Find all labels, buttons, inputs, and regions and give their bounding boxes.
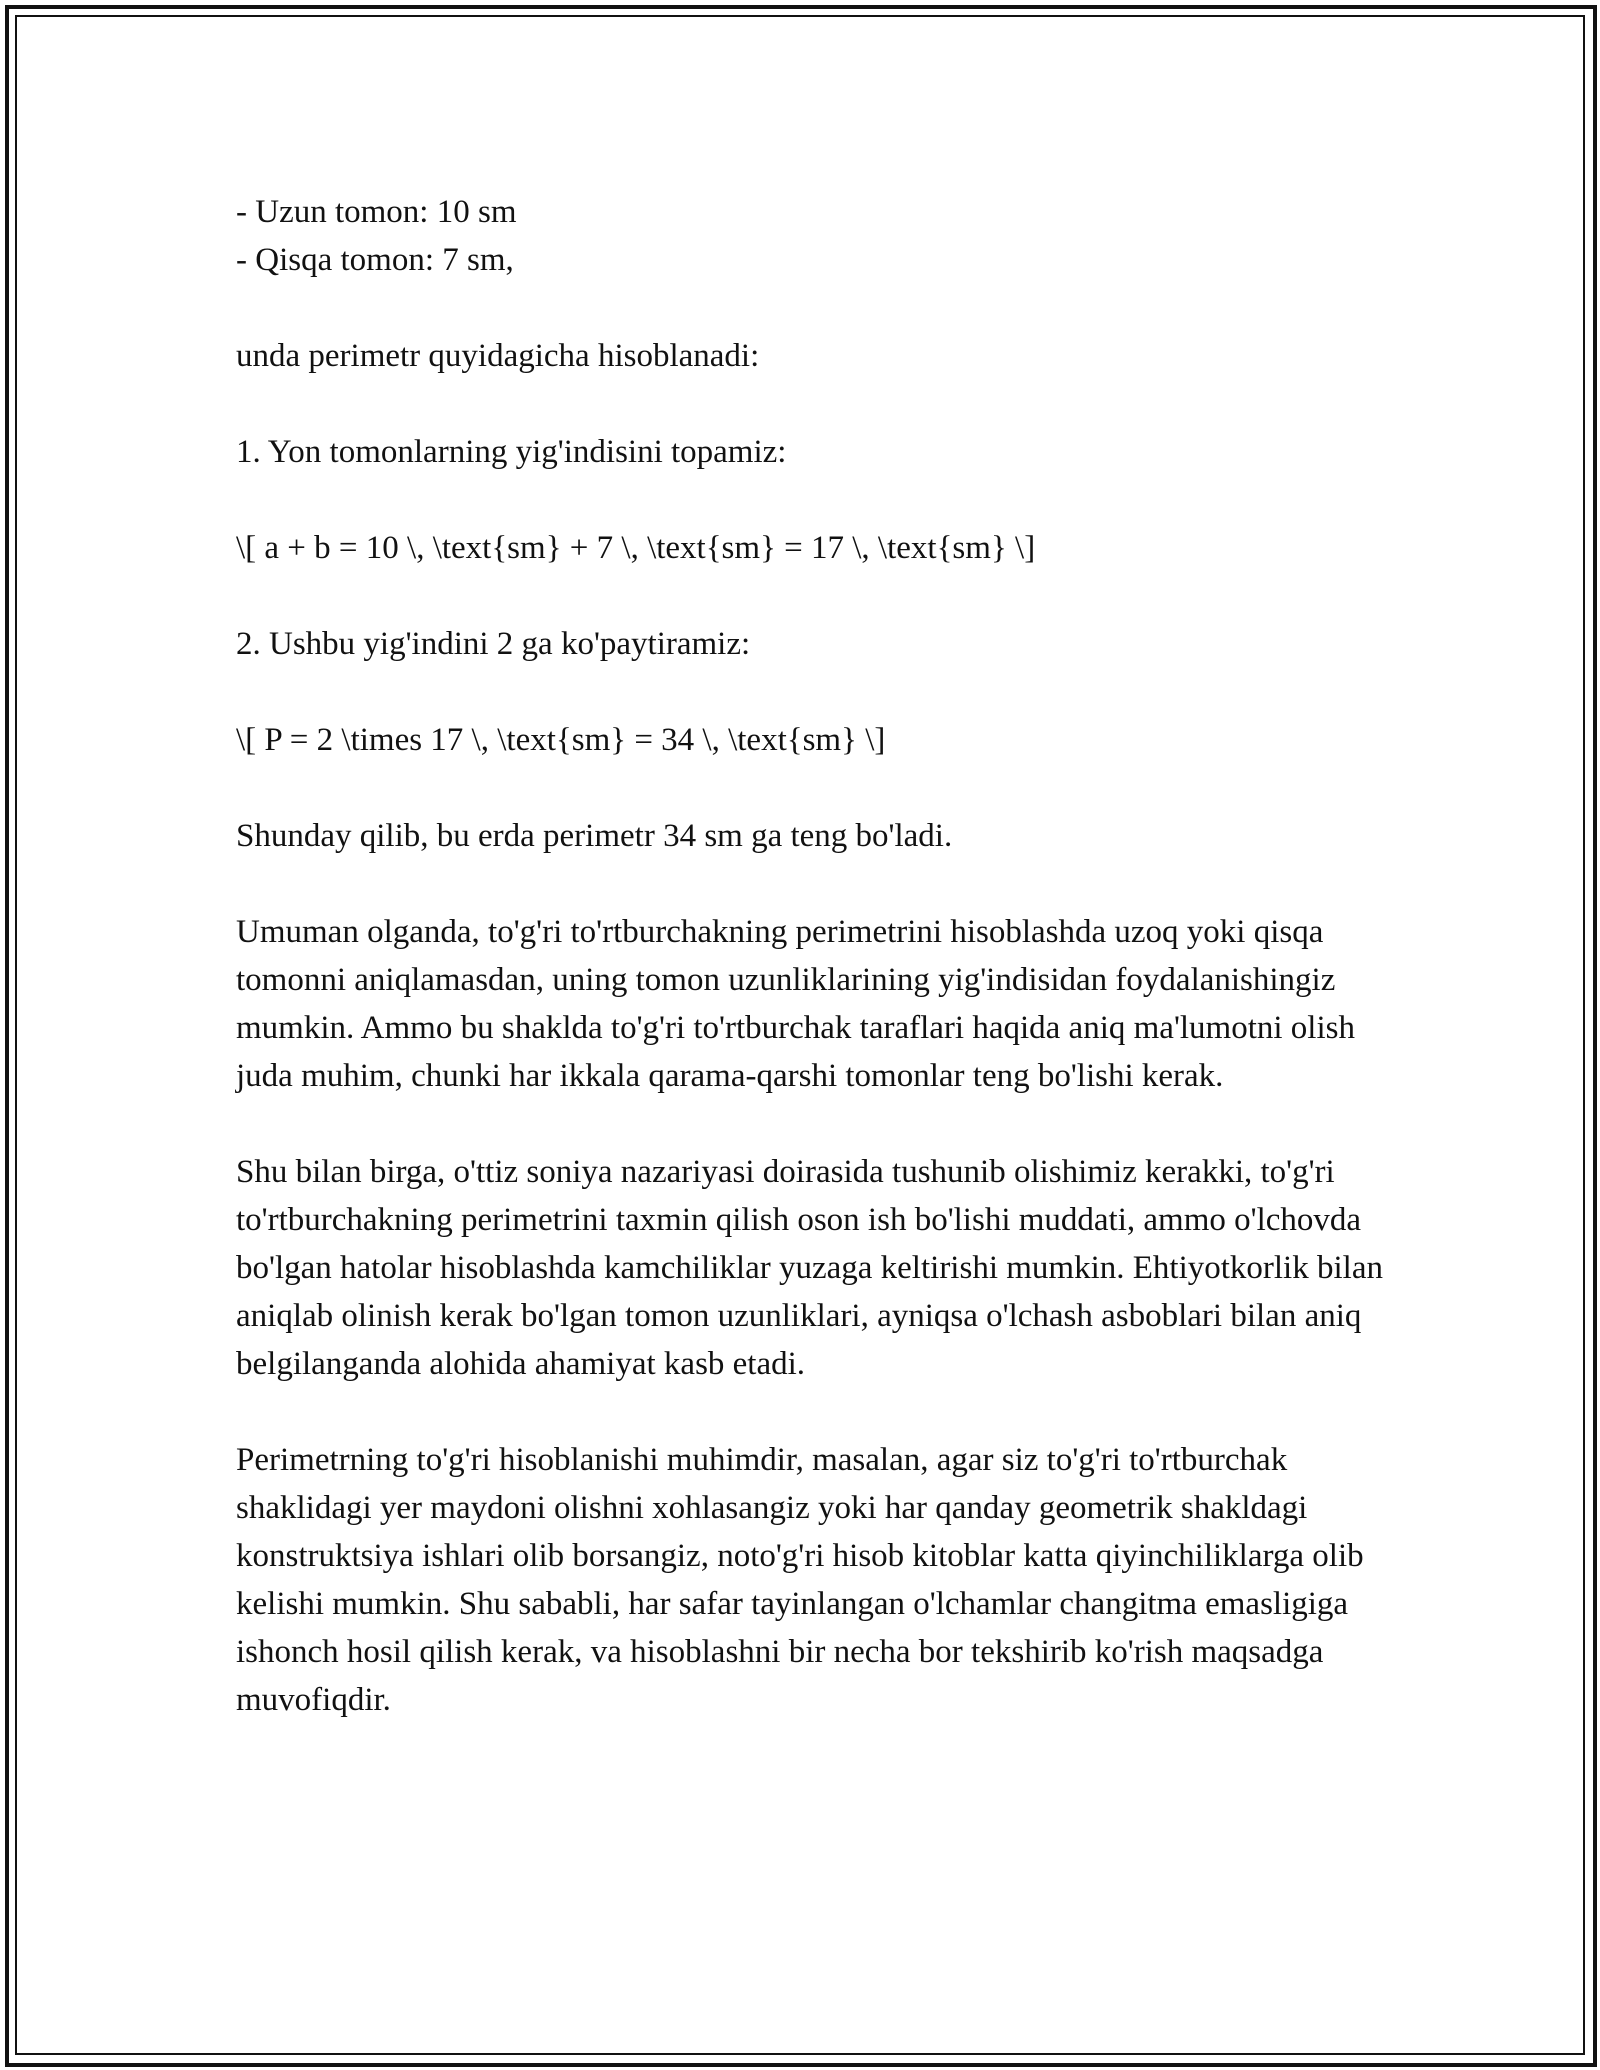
conclusion-text: Shunday qilib, bu erda perimetr 34 sm ga teng bo'ladi. [236, 818, 953, 854]
intro-text: unda perimetr quyidagicha hisoblanadi: [236, 338, 760, 374]
paragraph-importance: Perimetrning to'g'ri hisoblanishi muhimdir, masalan, agar siz to'g'ri to'rtburchak shaklidagi yer maydoni olishni xohlasangiz yoki har qanday geometrik shakldagi konstruktsiya ishlari olib borsangiz, noto'g'ri hisob kitoblar katta qiyinchiliklarga olib kelishi mumkin. Shu sababli, har safar tayinlangan o'lchamlar changitma emasligiga ishonch hosil qilish kerak, va hisoblashni bir necha bor tekshirib ko'rish maqsadga muvofiqdir. [236, 1442, 1364, 1718]
spacer [236, 380, 1386, 428]
spacer [236, 1388, 1386, 1436]
spacer [236, 860, 1386, 908]
spacer [236, 572, 1386, 620]
formula-perimeter: \[ P = 2 \times 17 \, \text{sm} = 34 \, \text{sm} \] [236, 722, 886, 758]
step-2-text: 2. Ushbu yig'indini 2 ga ko'paytiramiz: [236, 626, 751, 662]
paragraph-general: Umuman olganda, to'g'ri to'rtburchakning perimetrini hisoblashda uzoq yoki qisqa tomonni aniqlamasdan, uning tomon uzunliklarining yig'indisidan foydalanishingiz mumkin. Ammo bu shaklda to'g'ri to'rtburchak taraflari haqida aniq ma'lumotni olish juda muhim, chunki har ikkala qarama-qarshi tomonlar teng bo'lishi kerak. [236, 914, 1355, 1094]
spacer [236, 476, 1386, 524]
list-item-long-side: - Uzun tomon: 10 sm [236, 194, 517, 230]
document-body [236, 188, 1386, 1724]
spacer [236, 764, 1386, 812]
spacer [236, 284, 1386, 332]
formula-sum: \[ a + b = 10 \, \text{sm} + 7 \, \text{sm} = 17 \, \text{sm} \] [236, 530, 1036, 566]
paragraph-measurement: Shu bilan birga, o'ttiz soniya nazariyasi doirasida tushunib olishimiz kerakki, to'g'ri to'rtburchakning perimetrini taxmin qilish oson ish bo'lishi muddati, ammo o'lchovda bo'lgan hatolar hisoblashda kamchiliklar yuzaga keltirishi mumkin. Ehtiyotkorlik bilan aniqlab olinish kerak bo'lgan tomon uzunliklari, ayniqsa o'lchash asboblari bilan aniq belgilanganda alohida ahamiyat kasb etadi. [236, 1154, 1383, 1382]
list-item-short-side: - Qisqa tomon: 7 sm, [236, 242, 514, 278]
spacer [236, 1100, 1386, 1148]
spacer [236, 668, 1386, 716]
step-1-text: 1. Yon tomonlarning yig'indisini topamiz: [236, 434, 787, 470]
